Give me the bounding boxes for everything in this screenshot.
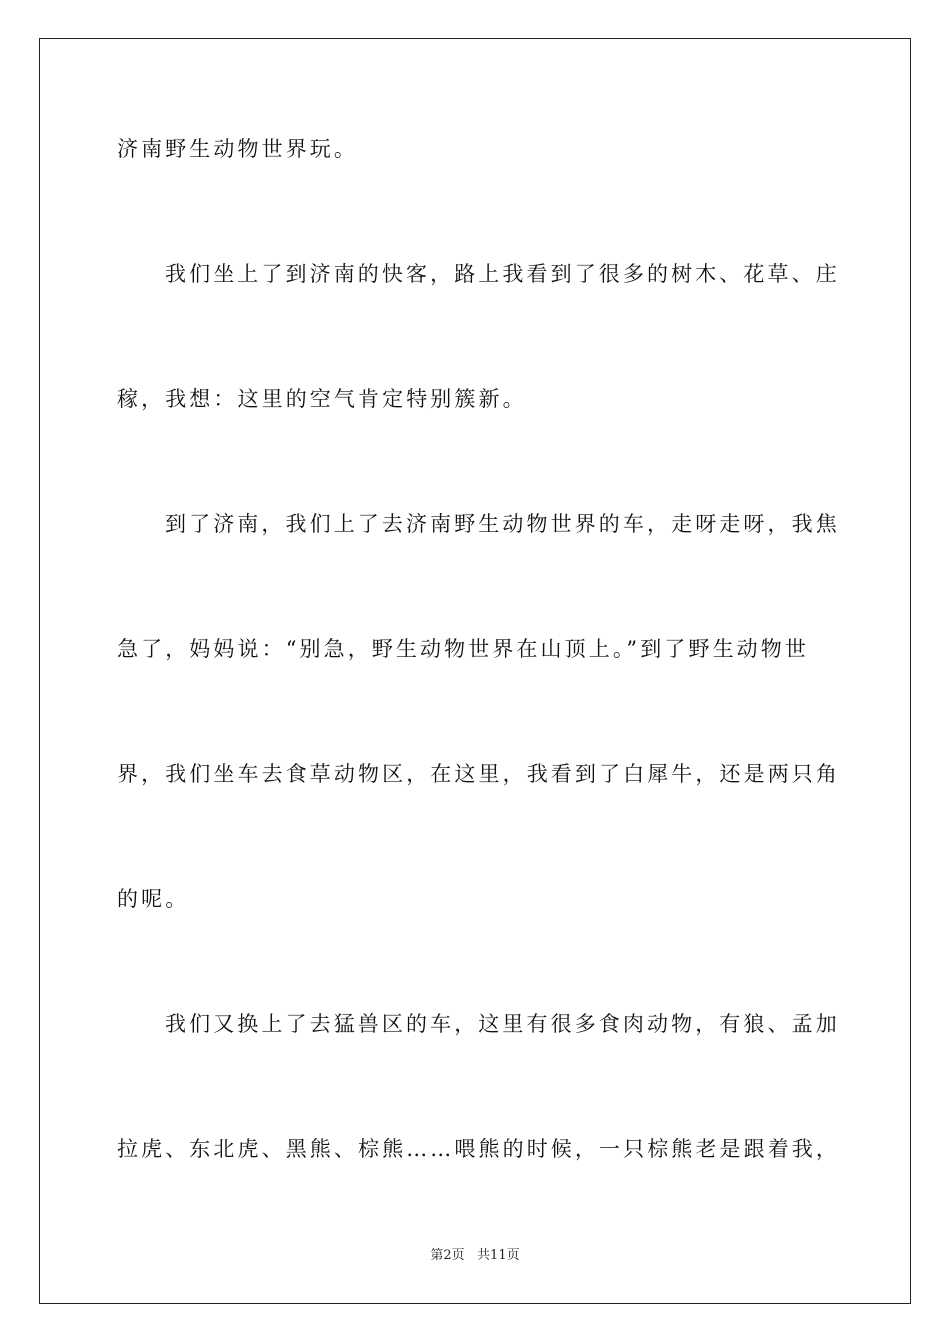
page-border (39, 38, 911, 1304)
text-line-5: 急了，妈妈说：“别急，野生动物世界在山顶上。”到了野生动物世 (117, 637, 809, 661)
text-line-3: 稼，我想：这里的空气肯定特别簇新。 (117, 387, 527, 411)
text-line-8: 我们又换上了去猛兽区的车，这里有很多食肉动物，有狼、孟加 (165, 1012, 840, 1036)
text-line-1: 济南野生动物世界玩。 (117, 137, 358, 161)
text-line-6: 界，我们坐车去食草动物区，在这里，我看到了白犀牛，还是两只角 (117, 762, 840, 786)
text-line-2: 我们坐上了到济南的快客，路上我看到了很多的树木、花草、庄 (165, 262, 840, 286)
text-line-9: 拉虎、东北虎、黑熊、棕熊……喂熊的时候，一只棕熊老是跟着我， (117, 1137, 840, 1161)
text-line-4: 到了济南，我们上了去济南野生动物世界的车，走呀走呀，我焦 (165, 512, 840, 536)
text-line-7: 的呢。 (117, 887, 190, 911)
page-number-footer: 第2页 共11页 (430, 1248, 520, 1263)
